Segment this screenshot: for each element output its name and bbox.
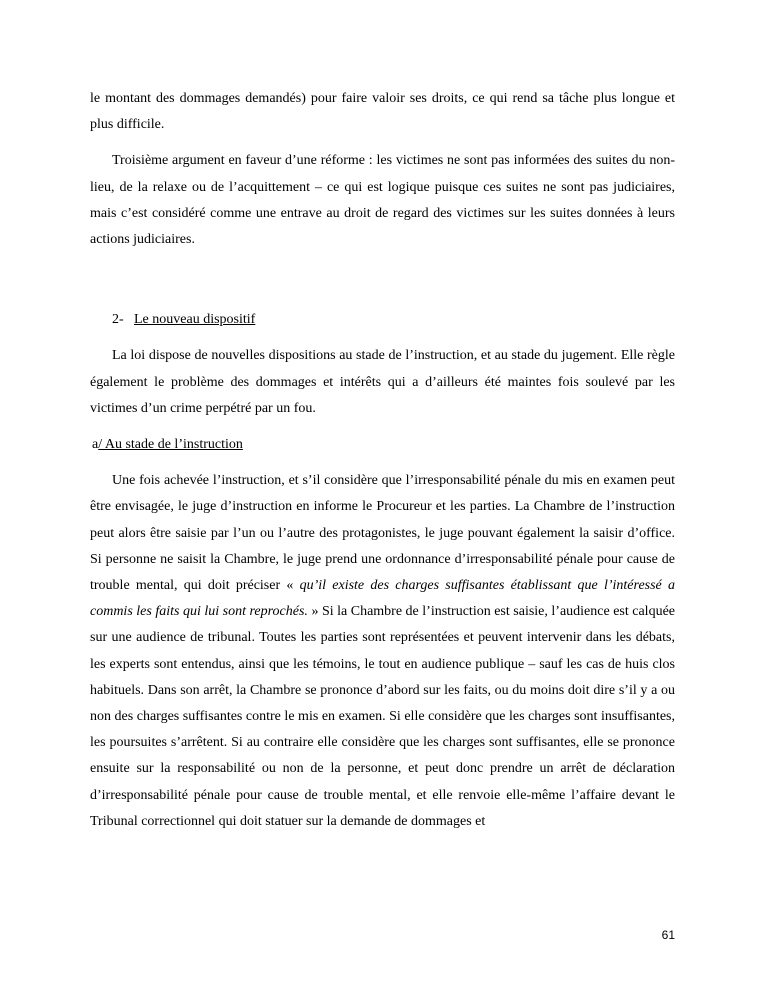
subsection-title: / Au stade de l’instruction — [98, 437, 243, 453]
section-number: 2- — [112, 312, 124, 328]
document-page — [90, 86, 675, 835]
paragraph-continuation: le montant des dommages demandés) pour faire valoir ses droits, ce qui rend sa tâche plus longue et plus difficile. — [90, 91, 675, 133]
paragraph-instruction-stage — [90, 468, 675, 835]
subsection-heading — [90, 432, 675, 458]
paragraph-third-argument: Troisième argument en faveur d’une réforme : les victimes ne sont pas informées des suites du non-lieu, de la relaxe ou de l’acquittement – ce qui est logique puisque ces suites ne sont pas judiciaires, mais c’est considéré comme une entrave au droit de regard des victimes sur les suites données à leurs actions judiciaires. — [90, 153, 675, 248]
spacer — [90, 422, 675, 432]
paragraph-new-provisions: La loi dispose de nouvelles dispositions au stade de l’instruction, et au stade du jugement. Elle règle également le problème des dommages et intérêts qui a d’ailleurs été maintes fois soulevé par les victimes d’un crime perpétré par un fou. — [90, 348, 675, 416]
spacer — [90, 333, 675, 343]
paragraph-text: Une fois achevée l’instruction, et s’il considère que l’irresponsabilité pénale du mis en examen peut être envisagée, le juge d’instruction en informe le Procureur et les parties. La Chambre de l’instruction peut alors être saisie par l’un ou l’autre des protagonistes, le juge pouvant également la saisir d’office. Si personne ne saisit la Chambre, le juge prend une ordonnance d’irresponsabilité pénale pour cause de trouble mental, qui doit préciser « — [90, 473, 675, 594]
quoted-text: qu’il existe des charges suffisantes établissant que l’intéressé a commis les faits qui lui sont reprochés. — [90, 578, 675, 620]
paragraph-text: » Si la Chambre de l’instruction est saisie, l’audience est calquée sur une audience de tribunal. Toutes les parties sont représentées et peuvent intervenir dans les débats, les experts sont entendus, ainsi que les témoins, le tout en audience publique – sauf les cas de huis clos habituels. Dans son arrêt, la Chambre se prononce d’abord sur les faits, ou du moins doit dire s’il y a ou non des charges suffisantes contre le mis en examen. Si elle considère que les charges sont insuffisantes, les poursuites s’arrêtent. Si au contraire elle considère que les charges sont suffisantes, elle se prononce ensuite sur la responsabilité ou non de la personne, et peut donc prendre un arrêt de déclaration d’irresponsabilité pénale pour cause de trouble mental, et elle renvoie elle-même l’affaire devant le Tribunal correctionnel qui doit statuer sur la demande de dommages et — [90, 604, 675, 829]
spacer — [90, 138, 675, 148]
subsection-prefix: a — [92, 437, 99, 453]
spacer — [90, 253, 675, 307]
section-heading — [90, 307, 675, 333]
spacer — [90, 458, 675, 468]
page-number: 61 — [661, 928, 675, 942]
section-title: Le nouveau dispositif — [134, 312, 256, 328]
